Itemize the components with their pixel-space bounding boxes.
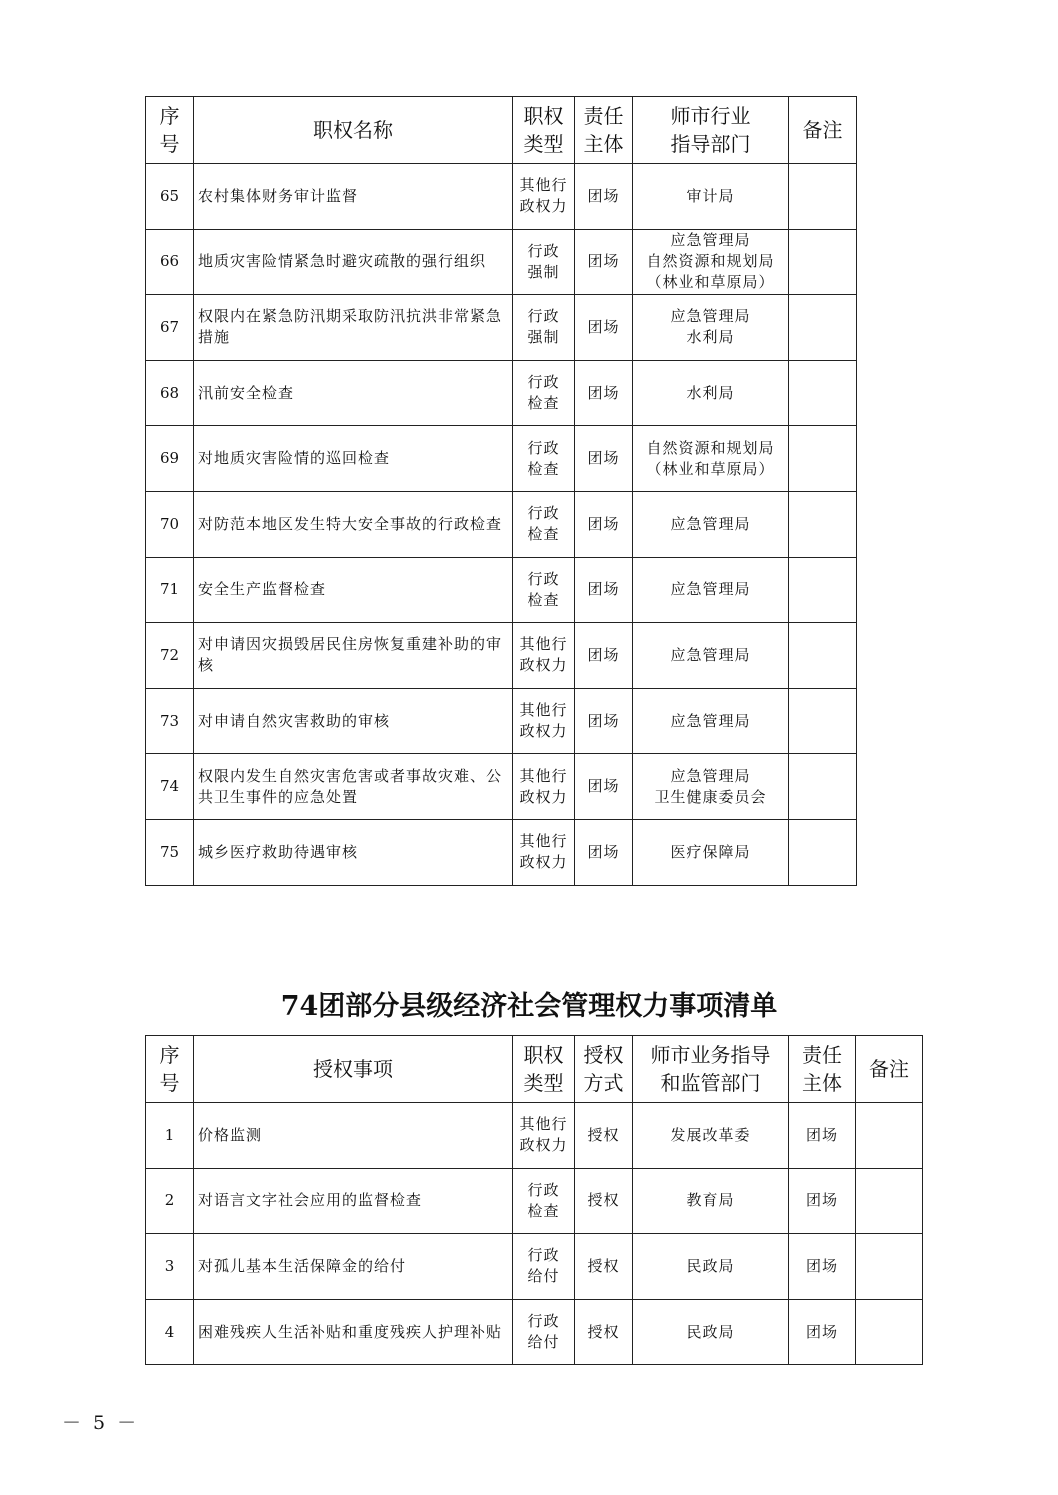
power-type: 行政 检查 [513, 426, 575, 492]
guidance-dept: 应急管理局 [633, 491, 789, 557]
row-number: 72 [146, 623, 194, 689]
responsible-subject: 团场 [575, 426, 633, 492]
table-row [146, 1168, 923, 1234]
guidance-dept: 医疗保障局 [633, 819, 789, 885]
row-number: 3 [146, 1234, 194, 1300]
responsible-subject: 团场 [789, 1299, 856, 1365]
row-number: 1 [146, 1103, 194, 1169]
authorized-item: 价格监测 [194, 1103, 513, 1169]
supervising-dept: 民政局 [633, 1299, 789, 1365]
remark [789, 557, 857, 623]
row-number: 65 [146, 164, 194, 230]
guidance-dept: 应急管理局 水利局 [633, 295, 789, 361]
remark [856, 1103, 923, 1169]
table-row [146, 295, 857, 361]
power-type: 其他行 政权力 [513, 623, 575, 689]
remark [856, 1234, 923, 1300]
responsible-subject: 团场 [789, 1234, 856, 1300]
authorization-mode: 授权 [575, 1168, 633, 1234]
table-header-row [146, 1036, 923, 1103]
row-number: 69 [146, 426, 194, 492]
row-number: 75 [146, 819, 194, 885]
remark [789, 426, 857, 492]
power-name: 汛前安全检查 [194, 360, 513, 426]
responsible-subject: 团场 [575, 295, 633, 361]
header-type: 职权 类型 [513, 1036, 575, 1103]
authorized-item: 对语言文字社会应用的监督检查 [194, 1168, 513, 1234]
table-row [146, 360, 857, 426]
authorization-list-table [145, 1035, 923, 1365]
header-subject: 责任 主体 [575, 97, 633, 164]
table-header-row [146, 97, 857, 164]
responsible-subject: 团场 [789, 1103, 856, 1169]
power-name: 对防范本地区发生特大安全事故的行政检查 [194, 491, 513, 557]
row-number: 66 [146, 229, 194, 295]
power-type: 行政 检查 [513, 360, 575, 426]
row-number: 74 [146, 754, 194, 820]
responsible-subject: 团场 [575, 754, 633, 820]
authorized-item: 对孤儿基本生活保障金的给付 [194, 1234, 513, 1300]
authorized-item: 困难残疾人生活补贴和重度残疾人护理补贴 [194, 1299, 513, 1365]
row-number: 68 [146, 360, 194, 426]
guidance-dept: 应急管理局 [633, 623, 789, 689]
row-number: 73 [146, 688, 194, 754]
power-name: 农村集体财务审计监督 [194, 164, 513, 230]
guidance-dept: 自然资源和规划局 （林业和草原局） [633, 426, 789, 492]
power-name: 城乡医疗救助待遇审核 [194, 819, 513, 885]
guidance-dept: 水利局 [633, 360, 789, 426]
remark [789, 229, 857, 295]
table-row [146, 491, 857, 557]
header-dept: 师市行业 指导部门 [633, 97, 789, 164]
table-row [146, 557, 857, 623]
header-name: 职权名称 [194, 97, 513, 164]
header-seq: 序 号 [146, 97, 194, 164]
responsible-subject: 团场 [575, 164, 633, 230]
power-type: 其他行 政权力 [513, 819, 575, 885]
remark [789, 819, 857, 885]
supervising-dept: 教育局 [633, 1168, 789, 1234]
remark [856, 1168, 923, 1234]
table-row [146, 1234, 923, 1300]
power-type: 行政 给付 [513, 1234, 575, 1300]
supervising-dept: 民政局 [633, 1234, 789, 1300]
power-type: 行政 强制 [513, 295, 575, 361]
table-row [146, 688, 857, 754]
supervising-dept: 发展改革委 [633, 1103, 789, 1169]
row-number: 2 [146, 1168, 194, 1234]
guidance-dept: 应急管理局 卫生健康委员会 [633, 754, 789, 820]
table-row [146, 164, 857, 230]
responsible-subject: 团场 [789, 1168, 856, 1234]
section-title: 74团部分县级经济社会管理权力事项清单 [280, 991, 778, 1022]
power-name: 对地质灾害险情的巡回检查 [194, 426, 513, 492]
guidance-dept: 应急管理局 [633, 557, 789, 623]
responsible-subject: 团场 [575, 491, 633, 557]
power-name: 权限内在紧急防汛期采取防汛抗洪非常紧急措施 [194, 295, 513, 361]
remark [789, 295, 857, 361]
remark [789, 688, 857, 754]
table-row [146, 623, 857, 689]
page-number: － 5 － [62, 1412, 140, 1434]
power-type: 行政 强制 [513, 229, 575, 295]
power-type: 其他行 政权力 [513, 754, 575, 820]
guidance-dept: 应急管理局 自然资源和规划局 （林业和草原局） [633, 229, 789, 295]
power-name: 对申请自然灾害救助的审核 [194, 688, 513, 754]
header-remark: 备注 [789, 97, 857, 164]
row-number: 70 [146, 491, 194, 557]
guidance-dept: 应急管理局 [633, 688, 789, 754]
header-type: 职权 类型 [513, 97, 575, 164]
power-type: 其他行 政权力 [513, 164, 575, 230]
responsible-subject: 团场 [575, 229, 633, 295]
power-name: 安全生产监督检查 [194, 557, 513, 623]
header-remark: 备注 [856, 1036, 923, 1103]
header-seq: 序 号 [146, 1036, 194, 1103]
table-row [146, 1103, 923, 1169]
table-row [146, 426, 857, 492]
table-row [146, 1299, 923, 1365]
power-type: 其他行 政权力 [513, 1103, 575, 1169]
responsible-subject: 团场 [575, 688, 633, 754]
power-type: 其他行 政权力 [513, 688, 575, 754]
remark [856, 1299, 923, 1365]
responsible-subject: 团场 [575, 819, 633, 885]
table-row [146, 754, 857, 820]
power-name: 权限内发生自然灾害危害或者事故灾难、公共卫生事件的应急处置 [194, 754, 513, 820]
power-type: 行政 检查 [513, 1168, 575, 1234]
power-type: 行政 检查 [513, 557, 575, 623]
responsible-subject: 团场 [575, 360, 633, 426]
authorization-mode: 授权 [575, 1299, 633, 1365]
table-row [146, 819, 857, 885]
remark [789, 623, 857, 689]
header-dept: 师市业务指导 和监管部门 [633, 1036, 789, 1103]
power-type: 行政 检查 [513, 491, 575, 557]
header-item: 授权事项 [194, 1036, 513, 1103]
power-list-table [145, 96, 857, 886]
row-number: 67 [146, 295, 194, 361]
header-subject: 责任 主体 [789, 1036, 856, 1103]
power-type: 行政 给付 [513, 1299, 575, 1365]
power-name: 对申请因灾损毁居民住房恢复重建补助的审核 [194, 623, 513, 689]
remark [789, 164, 857, 230]
table-row [146, 229, 857, 295]
remark [789, 491, 857, 557]
guidance-dept: 审计局 [633, 164, 789, 230]
responsible-subject: 团场 [575, 557, 633, 623]
row-number: 4 [146, 1299, 194, 1365]
header-mode: 授权 方式 [575, 1036, 633, 1103]
remark [789, 754, 857, 820]
authorization-mode: 授权 [575, 1103, 633, 1169]
power-name: 地质灾害险情紧急时避灾疏散的强行组织 [194, 229, 513, 295]
responsible-subject: 团场 [575, 623, 633, 689]
row-number: 71 [146, 557, 194, 623]
authorization-mode: 授权 [575, 1234, 633, 1300]
remark [789, 360, 857, 426]
